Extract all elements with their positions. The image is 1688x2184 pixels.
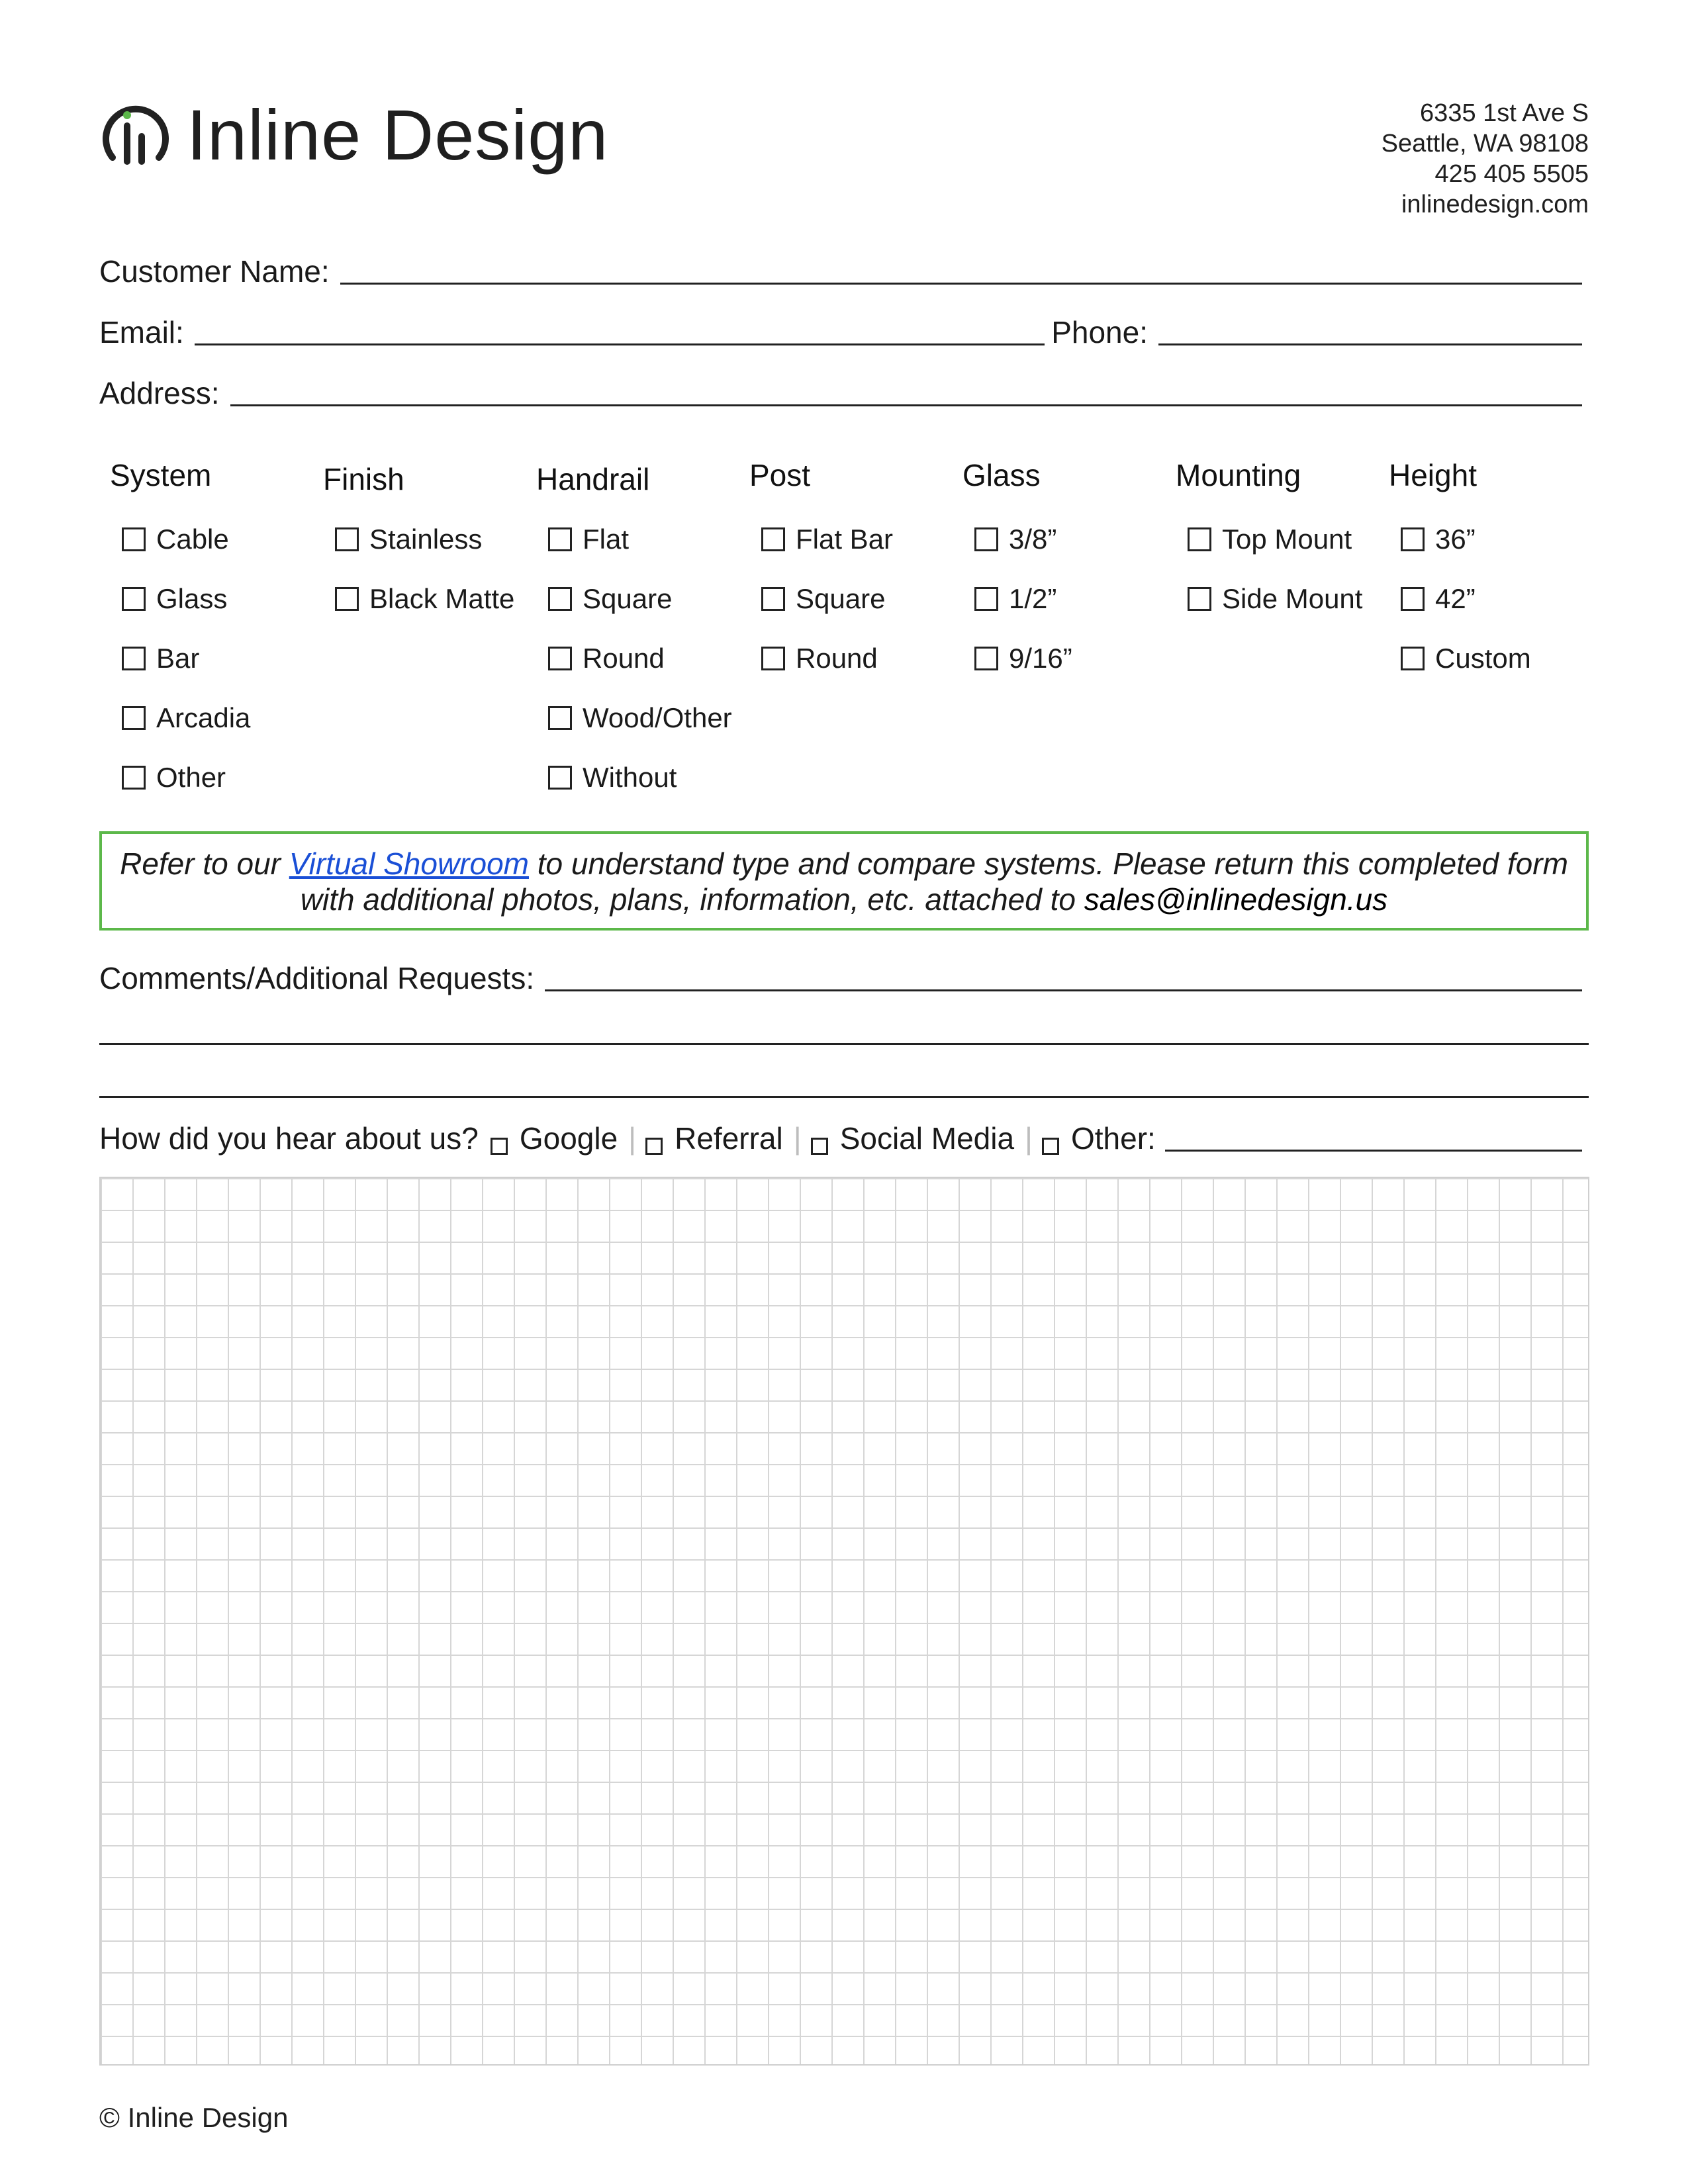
checkbox-icon[interactable] bbox=[761, 647, 785, 670]
glass-column bbox=[962, 457, 1174, 674]
post-option-square[interactable]: Square bbox=[761, 582, 885, 615]
handrail-option-flat[interactable]: Flat bbox=[548, 523, 629, 556]
info-line-2: with additional photos, plans, information, etc. attached to sales@inlinedesign.us bbox=[300, 882, 1388, 917]
handrail-heading: Handrail bbox=[536, 462, 650, 496]
handrail-option-square[interactable]: Square bbox=[548, 582, 672, 615]
logo-mark-icon bbox=[99, 97, 172, 169]
handrail-option-without[interactable]: Without bbox=[548, 761, 677, 794]
email-label: Email: bbox=[99, 315, 184, 349]
checkbox-icon[interactable] bbox=[1401, 587, 1425, 611]
checkbox-icon[interactable] bbox=[1188, 587, 1211, 611]
company-address bbox=[1382, 98, 1589, 220]
comments-label: Comments/Additional Requests: bbox=[99, 961, 535, 995]
height-heading: Height bbox=[1389, 458, 1477, 492]
checkbox-icon[interactable] bbox=[1401, 527, 1425, 551]
height-option-42[interactable]: 42” bbox=[1401, 582, 1476, 615]
info-box bbox=[99, 831, 1589, 931]
referral-option: Referral bbox=[675, 1121, 783, 1156]
height-column bbox=[1389, 457, 1587, 674]
mounting-option-side-mount[interactable]: Side Mount bbox=[1188, 582, 1362, 615]
comments-line-2[interactable] bbox=[99, 1043, 1589, 1045]
referral-source-row bbox=[99, 1117, 1589, 1157]
social-media-option: Social Media bbox=[839, 1121, 1015, 1156]
handrail-option-wood-other[interactable]: Wood/Other bbox=[548, 702, 732, 735]
referral-checkbox-icon[interactable] bbox=[645, 1138, 663, 1155]
checkbox-icon[interactable] bbox=[761, 587, 785, 611]
address-label: Address: bbox=[99, 376, 220, 410]
height-option-36[interactable]: 36” bbox=[1401, 523, 1476, 556]
system-option-other[interactable]: Other bbox=[122, 761, 226, 794]
checkbox-icon[interactable] bbox=[548, 647, 572, 670]
checkbox-icon[interactable] bbox=[548, 527, 572, 551]
comments-line-3[interactable] bbox=[99, 1096, 1589, 1098]
google-option: Google bbox=[519, 1121, 618, 1156]
other-source-field[interactable] bbox=[1165, 1148, 1582, 1152]
mounting-column bbox=[1176, 457, 1387, 614]
checkbox-icon[interactable] bbox=[974, 587, 998, 611]
finish-option-stainless[interactable]: Stainless bbox=[335, 523, 482, 556]
customer-name-label: Customer Name: bbox=[99, 254, 330, 289]
checkbox-icon[interactable] bbox=[122, 527, 146, 551]
height-option-custom[interactable]: Custom bbox=[1401, 642, 1531, 675]
company-logo bbox=[99, 93, 695, 185]
finish-option-black-matte[interactable]: Black Matte bbox=[335, 582, 514, 615]
checkbox-icon[interactable] bbox=[122, 647, 146, 670]
customer-name-row bbox=[99, 250, 1589, 290]
referral-question: How did you hear about us? bbox=[99, 1121, 479, 1156]
email-field[interactable] bbox=[195, 342, 1045, 345]
system-column bbox=[110, 457, 322, 793]
city-state-zip: Seattle, WA 98108 bbox=[1381, 130, 1589, 158]
handrail-option-round[interactable]: Round bbox=[548, 642, 665, 675]
checkbox-icon[interactable] bbox=[548, 766, 572, 790]
brand-name: Inline Design bbox=[187, 95, 609, 175]
handrail-column bbox=[536, 457, 748, 793]
address-row bbox=[99, 372, 1589, 412]
sketch-grid[interactable] bbox=[99, 1177, 1589, 2066]
checkbox-icon[interactable] bbox=[122, 587, 146, 611]
company-phone: 425 405 5505 bbox=[1434, 160, 1589, 188]
checkbox-icon[interactable] bbox=[974, 647, 998, 670]
separator: | bbox=[1025, 1121, 1033, 1156]
sales-email-link[interactable]: sales@inlinedesign.us bbox=[1084, 882, 1388, 917]
other-checkbox-icon[interactable] bbox=[1042, 1138, 1059, 1155]
separator: | bbox=[793, 1121, 802, 1156]
post-heading: Post bbox=[749, 458, 811, 492]
glass-heading: Glass bbox=[962, 458, 1041, 492]
finish-heading: Finish bbox=[323, 462, 404, 496]
checkbox-icon[interactable] bbox=[548, 587, 572, 611]
info-line-1: Refer to our Virtual Showroom to understand type and compare systems. Please return this completed form bbox=[120, 846, 1568, 881]
social-media-checkbox-icon[interactable] bbox=[811, 1138, 828, 1155]
separator: | bbox=[628, 1121, 637, 1156]
system-option-arcadia[interactable]: Arcadia bbox=[122, 702, 250, 735]
comments-field[interactable] bbox=[545, 988, 1582, 991]
address-field[interactable] bbox=[230, 403, 1582, 406]
email-phone-row bbox=[99, 311, 1589, 351]
checkbox-icon[interactable] bbox=[761, 527, 785, 551]
google-checkbox-icon[interactable] bbox=[491, 1138, 508, 1155]
comments-row bbox=[99, 957, 1589, 997]
mounting-option-top-mount[interactable]: Top Mount bbox=[1188, 523, 1352, 556]
checkbox-icon[interactable] bbox=[974, 527, 998, 551]
system-heading: System bbox=[110, 458, 212, 492]
post-option-flat-bar[interactable]: Flat Bar bbox=[761, 523, 893, 556]
system-option-cable[interactable]: Cable bbox=[122, 523, 229, 556]
customer-name-field[interactable] bbox=[340, 281, 1582, 285]
system-option-glass[interactable]: Glass bbox=[122, 582, 227, 615]
other-option: Other: bbox=[1071, 1121, 1156, 1156]
glass-option-9-16[interactable]: 9/16” bbox=[974, 642, 1072, 675]
checkbox-icon[interactable] bbox=[122, 706, 146, 730]
checkbox-icon[interactable] bbox=[548, 706, 572, 730]
checkbox-icon[interactable] bbox=[335, 587, 359, 611]
glass-option-1-2[interactable]: 1/2” bbox=[974, 582, 1056, 615]
finish-column bbox=[323, 457, 535, 614]
glass-option-3-8[interactable]: 3/8” bbox=[974, 523, 1056, 556]
mounting-heading: Mounting bbox=[1176, 458, 1301, 492]
checkbox-icon[interactable] bbox=[1188, 527, 1211, 551]
phone-label: Phone: bbox=[1051, 315, 1148, 349]
company-website: inlinedesign.com bbox=[1401, 191, 1589, 218]
checkbox-icon[interactable] bbox=[1401, 647, 1425, 670]
phone-field[interactable] bbox=[1158, 342, 1582, 345]
checkbox-icon[interactable] bbox=[122, 766, 146, 790]
virtual-showroom-link[interactable]: Virtual Showroom bbox=[289, 846, 529, 881]
checkbox-icon[interactable] bbox=[335, 527, 359, 551]
street-address: 6335 1st Ave S bbox=[1420, 99, 1589, 127]
copyright-footer: © Inline Design bbox=[99, 2102, 289, 2133]
system-option-bar[interactable]: Bar bbox=[122, 642, 199, 675]
post-column bbox=[749, 457, 961, 674]
post-option-round[interactable]: Round bbox=[761, 642, 878, 675]
